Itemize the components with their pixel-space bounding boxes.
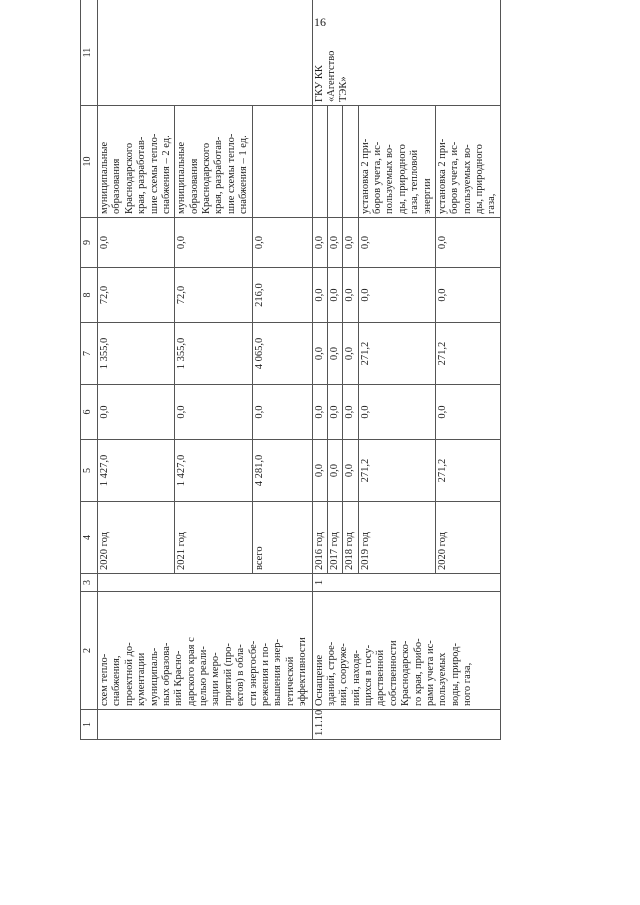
value-cell: 0,0 xyxy=(312,268,327,323)
col3-cell xyxy=(98,574,313,592)
row-number-cell xyxy=(98,710,313,740)
value-cell: 0,0 xyxy=(175,385,252,440)
value-cell: 271,2 xyxy=(358,323,435,385)
value-cell: 0,0 xyxy=(312,323,327,385)
value-cell: 0,0 xyxy=(327,323,342,385)
year-cell: 2021 год xyxy=(175,502,252,574)
column-header: 4 xyxy=(81,502,98,574)
value-cell: 0,0 xyxy=(327,385,342,440)
column-header: 11 xyxy=(81,0,98,106)
value-cell: 1 355,0 xyxy=(98,323,175,385)
page-number: 16 xyxy=(314,15,326,29)
row-number-cell: 1.1.10 xyxy=(312,710,500,740)
value-cell: 1 355,0 xyxy=(175,323,252,385)
column-header: 1 xyxy=(81,710,98,740)
value-cell: 0,0 xyxy=(435,218,500,268)
column-header: 9 xyxy=(81,218,98,268)
value-cell: 0,0 xyxy=(327,440,342,502)
value-cell: 0,0 xyxy=(327,268,342,323)
value-cell: 271,2 xyxy=(435,323,500,385)
value-cell: 1 427,0 xyxy=(175,440,252,502)
table-row xyxy=(312,0,327,740)
column-header: 3 xyxy=(81,574,98,592)
result-cell xyxy=(327,106,342,218)
program-table xyxy=(80,0,501,740)
value-cell: 4 281,0 xyxy=(252,440,312,502)
value-cell: 4 065,0 xyxy=(252,323,312,385)
measure-description: Оснащение зданий, строе- ний, сооруже- ний, находя- щихся в госу- дарственной собственности Краснодарско- го края, прибо- рами учета ис- пользуемых воды, природ- ного газа, xyxy=(312,592,500,710)
value-cell: 0,0 xyxy=(252,218,312,268)
year-cell: 2016 год xyxy=(312,502,327,574)
value-cell: 72,0 xyxy=(98,268,175,323)
result-cell: установка 2 при- боров учета, ис- пользуемых во- ды, природного газа, xyxy=(435,106,500,218)
result-cell xyxy=(252,106,312,218)
value-cell: 0,0 xyxy=(343,218,358,268)
value-cell: 216,0 xyxy=(252,268,312,323)
col3-cell: 1 xyxy=(312,574,500,592)
value-cell: 72,0 xyxy=(175,268,252,323)
column-number-row xyxy=(81,0,98,740)
year-cell: 2019 год xyxy=(358,502,435,574)
value-cell: 271,2 xyxy=(435,440,500,502)
measure-description: схем тепло- снабжения, проектной до- кументации муниципаль- ных образова- ний Красно- дарского края с целью реали- зации меро- приятий (про- ектов) в обла- сти энергосбе- режения и по- вышения энер- гетической эффективности xyxy=(98,592,313,710)
value-cell: 0,0 xyxy=(252,385,312,440)
year-cell: 2017 год xyxy=(327,502,342,574)
value-cell: 0,0 xyxy=(98,218,175,268)
result-cell: муниципальные образования Краснодарского края, разработав- шие схемы тепло- снабжения – 1 ед. xyxy=(175,106,252,218)
result-cell: муниципальные образования Краснодарского края, разработав- шие схемы тепло- снабжения – 2 ед. xyxy=(98,106,175,218)
value-cell: 0,0 xyxy=(358,268,435,323)
rotated-table-container xyxy=(80,0,620,740)
value-cell: 271,2 xyxy=(358,440,435,502)
value-cell: 0,0 xyxy=(98,385,175,440)
result-cell xyxy=(343,106,358,218)
value-cell: 0,0 xyxy=(343,323,358,385)
table-row xyxy=(98,0,175,740)
column-header: 6 xyxy=(81,385,98,440)
column-header: 7 xyxy=(81,323,98,385)
value-cell: 0,0 xyxy=(312,218,327,268)
value-cell: 0,0 xyxy=(358,385,435,440)
column-header: 8 xyxy=(81,268,98,323)
value-cell: 1 427,0 xyxy=(98,440,175,502)
value-cell: 0,0 xyxy=(327,218,342,268)
column-header: 10 xyxy=(81,106,98,218)
value-cell: 0,0 xyxy=(343,440,358,502)
year-cell: 2020 год xyxy=(435,502,500,574)
value-cell: 0,0 xyxy=(343,385,358,440)
executor-cell: ГКУ КК «Агентство ТЭК» xyxy=(312,0,500,106)
value-cell: 0,0 xyxy=(343,268,358,323)
year-cell: 2018 год xyxy=(343,502,358,574)
value-cell: 0,0 xyxy=(175,218,252,268)
value-cell: 0,0 xyxy=(358,218,435,268)
result-cell xyxy=(312,106,327,218)
year-cell: 2020 год xyxy=(98,502,175,574)
value-cell: 0,0 xyxy=(435,268,500,323)
column-header: 2 xyxy=(81,592,98,710)
value-cell: 0,0 xyxy=(312,440,327,502)
result-cell: установка 2 при- боров учета, ис- пользуемых во- ды, природного газа, тепловой энергии xyxy=(358,106,435,218)
value-cell: 0,0 xyxy=(435,385,500,440)
column-header: 5 xyxy=(81,440,98,502)
year-cell: всего xyxy=(252,502,312,574)
executor-cell xyxy=(98,0,313,106)
value-cell: 0,0 xyxy=(312,385,327,440)
